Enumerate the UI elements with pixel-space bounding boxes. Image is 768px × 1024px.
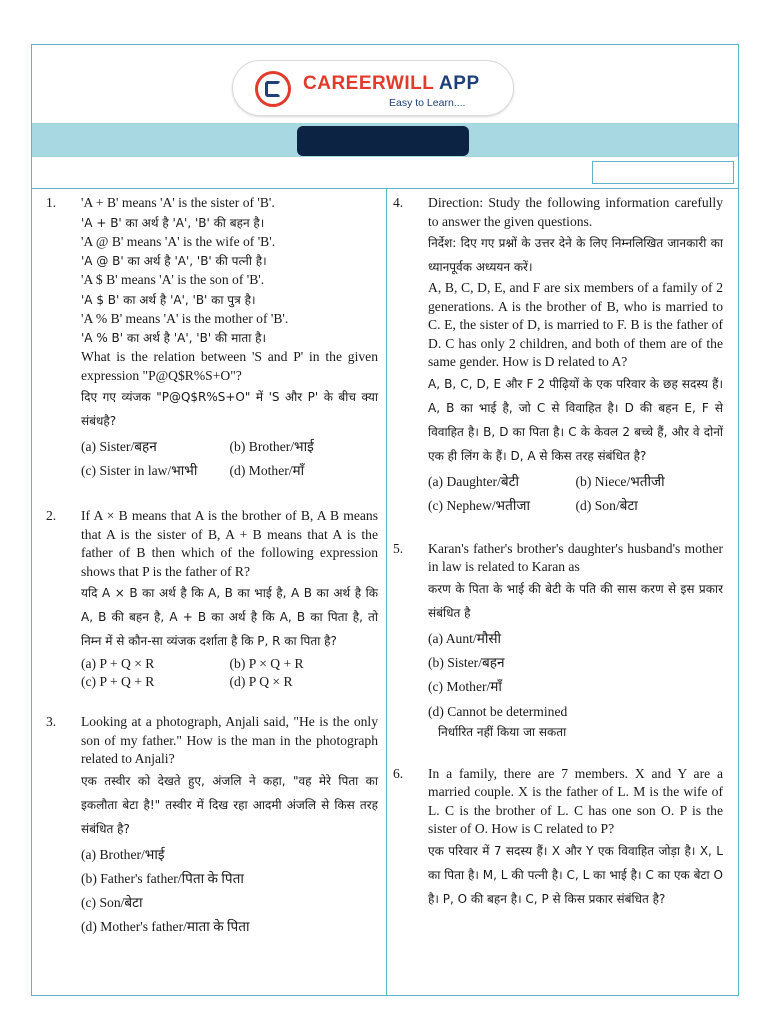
question-line-hindi: 'A @ B' का अर्थ है 'A', 'B' की पत्नी है। xyxy=(81,254,267,268)
header-code-box xyxy=(592,161,734,184)
option-a: (a) Sister/बहन xyxy=(81,439,157,454)
options xyxy=(81,843,378,939)
option-a: (a) Aunt/मौसी xyxy=(428,630,502,646)
question-number: 4. xyxy=(393,195,404,210)
question-line: 'A % B' means 'A' is the mother of 'B'. xyxy=(81,310,289,326)
options xyxy=(428,627,723,743)
option-c: (c) Mother/माँ xyxy=(428,678,502,694)
question-line: 'A @ B' means 'A' is the wife of 'B'. xyxy=(81,233,276,249)
careerwill-logo-icon xyxy=(255,71,291,107)
option-c: (c) Nephew/भतीजा xyxy=(428,497,530,513)
question-text: Karan's father's brother's daughter's husband's mother in law is related to Karan as xyxy=(428,540,723,574)
question-4 xyxy=(393,194,723,518)
option-b: (b) Brother/भाई xyxy=(229,439,314,454)
options xyxy=(81,655,378,691)
brand-logo xyxy=(232,60,514,116)
question-line: 'A + B' means 'A' is the sister of 'B'. xyxy=(81,195,275,210)
question-2 xyxy=(46,507,378,691)
option-c: (c) P + Q + R xyxy=(81,674,155,689)
question-line: 'A $ B' means 'A' is the son of 'B'. xyxy=(81,272,265,287)
option-d: (d) Mother/माँ xyxy=(229,463,305,478)
options xyxy=(428,470,723,518)
option-b: (b) P × Q + R xyxy=(229,656,304,671)
option-a: (a) Brother/भाई xyxy=(81,846,165,862)
header-title-pill xyxy=(297,126,469,156)
question-text: If A × B means that A is the brother of B, A B means that A is the sister of B, A + B means that A is the father of B then which of the following expression shows that P is the father of R? xyxy=(81,508,378,579)
question-text-hindi: एक तस्वीर को देखते हुए, अंजलि ने कहा, "वह मेरे पिता का इकलौता बेटा है!" तस्वीर में दिख रहा आदमी अंजलि से किस तरह संबंधित है? xyxy=(81,773,378,836)
question-text: Looking at a photograph, Anjali said, "He is the only son of my father." How is the man in the photograph related to Anjali? xyxy=(81,714,378,766)
option-a: (a) P + Q × R xyxy=(81,656,155,671)
option-b: (b) Sister/बहन xyxy=(428,654,505,670)
option-d: (d) Cannot be determined xyxy=(428,703,568,719)
question-text-hindi: करण के पिता के भाई की बेटी के पति की सास करण से इस प्रकार संबंधित है xyxy=(428,581,723,620)
option-c: (c) Son/बेटा xyxy=(81,894,143,910)
direction-text-hindi: निर्देश: दिए गए प्रश्नों के उत्तर देने के लिए निम्नलिखित जानकारी का ध्यानपूर्वक अध्ययन करें। xyxy=(428,236,723,274)
question-number: 3. xyxy=(46,714,57,729)
header-divider xyxy=(32,188,738,189)
question-text-hindi: यदि A × B का अर्थ है कि A, B का भाई है, A B का अर्थ है कि A, B की बहन है, A + B का अर्थ है कि A, B का पिता है, तो निम्न में से कौन-सा व्यंजक दर्शाता है कि P, R का पिता है? xyxy=(81,586,378,648)
option-d: (d) Son/बेटा xyxy=(575,497,638,513)
question-line-hindi: 'A + B' का अर्थ है 'A', 'B' की बहन है। xyxy=(81,215,265,230)
question-text-hindi: A, B, C, D, E और F 2 पीढ़ियों के एक परिवार के छह सदस्य हैं। A, B का भाई है, जो C से विवाहित है। D की बहन E, F से विवाहित है। B, D का पिता है। C के केवल 2 बच्चे हैं, और वे दोनों एक ही लिंग के हैं। D, A से किस तरह संबंधित है? xyxy=(428,376,723,463)
question-5 xyxy=(393,540,723,743)
question-text: What is the relation between 'S and P' in the given expression "P@Q$R%S+O"? xyxy=(81,349,378,383)
option-a: (a) Daughter/बेटी xyxy=(428,473,519,489)
options xyxy=(81,435,378,483)
option-d-hindi: निर्धारित नहीं किया जा सकता xyxy=(438,724,567,739)
option-d: (d) P Q × R xyxy=(229,674,293,689)
brand-title-part2: APP xyxy=(439,73,480,94)
left-column xyxy=(46,194,378,939)
question-line-hindi: 'A % B' का अर्थ है 'A', 'B' की माता है। xyxy=(81,331,267,345)
right-column xyxy=(393,194,723,911)
question-6 xyxy=(393,765,723,911)
option-b: (b) Niece/भतीजी xyxy=(575,473,665,489)
brand-tagline: Easy to Learn.... xyxy=(389,97,466,109)
option-b: (b) Father's father/पिता के पिता xyxy=(81,870,244,886)
question-1 xyxy=(46,194,378,483)
question-number: 2. xyxy=(46,508,57,523)
question-number: 1. xyxy=(46,195,57,210)
question-text: A, B, C, D, E, and F are six members of a family of 2 generations. A is the brother of B, who is married to C. E, the sister of D, is married to F. B is the father of D. C has only 2 children, and both of them are of the same gender. How is D related to A? xyxy=(428,280,723,369)
question-text-hindi: एक परिवार में 7 सदस्य हैं। X और Y एक विवाहित जोड़ा है। X, L का पिता है। M, L की पत्नी है। C, L का भाई है। C का एक बेटा O है। P, O की बहन है। C, P से किस प्रकार संबंधित है? xyxy=(428,843,723,906)
question-number: 6. xyxy=(393,765,404,781)
column-divider xyxy=(386,188,387,995)
brand-title xyxy=(303,73,480,95)
brand-title-part1: CAREERWILL xyxy=(303,73,434,94)
option-d: (d) Mother's father/माता के पिता xyxy=(81,918,250,934)
direction-text: Direction: Study the following information carefully to answer the given questions. xyxy=(428,195,723,229)
question-number: 5. xyxy=(393,540,404,556)
question-3 xyxy=(46,713,378,939)
question-line-hindi: 'A $ B' का अर्थ है 'A', 'B' का पुत्र है। xyxy=(81,292,256,307)
question-text: In a family, there are 7 members. X and Y are a married couple. X is the father of L. M is the wife of L. C is the brother of L. C has one son O. P is the sister of O. How is C related to P? xyxy=(428,765,723,836)
option-c: (c) Sister in law/भाभी xyxy=(81,463,198,478)
question-text-hindi: दिए गए व्यंजक "P@Q$R%S+O" में 'S और P' के बीच क्या संबंधहै? xyxy=(81,390,378,428)
